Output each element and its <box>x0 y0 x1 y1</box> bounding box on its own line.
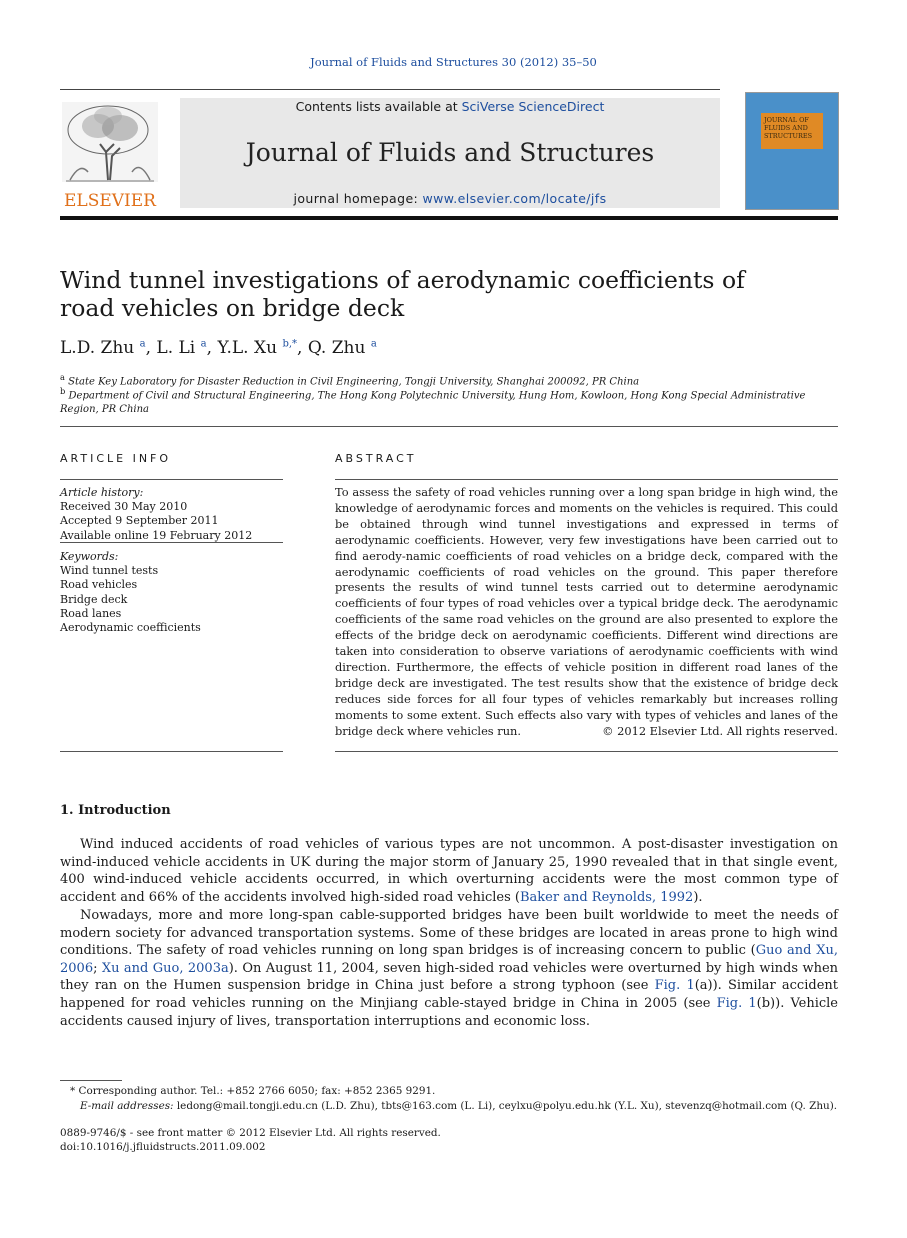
divider <box>335 751 838 752</box>
paragraph-text: (a)). Similar accident happened for road vehicles running on the Minjiang cable-stayed bridge in China in 2005 (see <box>60 978 838 1011</box>
article-title: Wind tunnel investigations of aerodynamic coefficients of road vehicles on bridge deck <box>60 266 745 322</box>
abstract-heading: ABSTRACT <box>335 452 417 465</box>
affiliation-mark: b <box>60 386 66 396</box>
elsevier-wordmark: ELSEVIER <box>64 191 156 210</box>
cover-label: JOURNAL OF FLUIDS AND STRUCTURES <box>761 113 823 149</box>
author-affiliation-mark[interactable]: a <box>370 338 377 350</box>
homepage-link[interactable]: www.elsevier.com/locate/jfs <box>422 191 607 206</box>
section-heading-introduction: 1. Introduction <box>60 803 171 818</box>
author-affiliation-mark[interactable]: a <box>139 338 146 350</box>
author-separator: , <box>145 338 157 358</box>
keyword: Road vehicles <box>60 578 138 592</box>
header-top-rule <box>60 89 720 90</box>
citation-link[interactable]: Guo and Xu, 2006 <box>60 943 838 976</box>
paragraph-text: ). <box>693 889 703 905</box>
divider <box>60 751 283 752</box>
header-rule <box>60 216 838 220</box>
homepage-prefix: journal homepage: <box>293 191 423 206</box>
email-label: E-mail addresses: <box>80 1100 174 1112</box>
divider <box>60 479 283 480</box>
corresponding-author-note: * Corresponding author. Tel.: +852 2766 6050; fax: +852 2365 9291. <box>70 1085 436 1097</box>
citation-link[interactable]: Fig. 1 <box>654 978 695 994</box>
paragraph-text: Wind induced accidents of road vehicles of various types are not uncommon. A post-disaster investigation on wind-induced vehicle accidents in UK during the major storm of January 25, 1990 revealed that in that single event, 400 wind-induced vehicle accidents occurred, in which overturning accidents were the most common type of accident and 66% of the accidents involved high-sided road vehicles ( <box>60 837 838 905</box>
paragraph-text: Nowadays, more and more long-span cable-supported bridges have been built worldwide to meet the needs of modern society for advanced transportation systems. Some of these bridges are located in areas prone to high wind conditions. The safety of road vehicles running on long span bridges is of increasing concern to public ( <box>60 908 838 959</box>
tree-icon <box>60 100 160 210</box>
citation-link[interactable]: Baker and Reynolds, 1992 <box>519 889 694 905</box>
keyword: Wind tunnel tests <box>60 564 159 578</box>
email-list[interactable]: ledong@mail.tongji.edu.cn (L.D. Zhu), tbts@163.com (L. Li), ceylxu@polyu.edu.hk (Y.L. Xu), stevenzq@hotmail.com (Q. Zhu). <box>173 1100 838 1112</box>
email-addresses <box>80 1099 840 1114</box>
copyright-notice: © 2012 Elsevier Ltd. All rights reserved. <box>602 724 838 738</box>
paragraph-text: ; <box>93 960 102 976</box>
author-separator: , <box>297 338 308 358</box>
author-name[interactable]: Y.L. Xu <box>217 338 283 358</box>
author-separator: , <box>206 338 218 358</box>
journal-cover[interactable] <box>745 92 839 210</box>
contents-line <box>180 99 720 114</box>
issn-line: 0889-9746/$ - see front matter © 2012 Elsevier Ltd. All rights reserved. <box>60 1127 441 1139</box>
author-list <box>60 338 377 358</box>
article-info-heading: ARTICLE INFO <box>60 452 172 465</box>
paragraph-text: (b)). Vehicle accidents caused injury of lives, transportation interruptions and economic loss. <box>60 995 838 1029</box>
received-date: Received 30 May 2010 <box>60 500 188 514</box>
journal-title: Journal of Fluids and Structures <box>245 138 655 167</box>
sciencedirect-link[interactable]: SciVerse ScienceDirect <box>461 99 605 114</box>
affiliation-text: State Key Laboratory for Disaster Reduction in Civil Engineering, Tongji University, Shanghai 200092, PR China <box>64 376 640 388</box>
doi-line[interactable]: doi:10.1016/j.jfluidstructs.2011.09.002 <box>60 1141 266 1153</box>
keywords-label: Keywords: <box>60 550 119 563</box>
keyword: Road lanes <box>60 606 122 620</box>
citation-link[interactable]: Fig. 1 <box>716 995 757 1011</box>
author-affiliation-mark[interactable]: a <box>200 338 207 350</box>
affiliation-text: Department of Civil and Structural Engineering, The Hong Kong Polytechnic University, Hung Hom, Kowloon, Hong Kong Special Administrative Region, PR China <box>60 390 806 416</box>
keyword: Bridge deck <box>60 592 128 606</box>
affiliation-b <box>60 384 830 417</box>
journal-reference[interactable]: Journal of Fluids and Structures 30 (2012) 35–50 <box>310 55 597 69</box>
affiliation-mark: a <box>60 372 65 382</box>
online-date: Available online 19 February 2012 <box>60 528 253 542</box>
keyword: Aerodynamic coefficients <box>60 621 201 635</box>
accepted-date: Accepted 9 September 2011 <box>60 514 219 528</box>
divider <box>335 479 838 480</box>
author-name[interactable]: Q. Zhu <box>307 338 371 358</box>
contents-prefix: Contents lists available at <box>295 99 462 114</box>
paragraph-text: ). On August 11, 2004, seven high-sided road vehicles were overturned by high winds when they ran on the Humen suspension bridge in China just before a strong typhoon (see <box>60 960 839 994</box>
keywords-block <box>60 550 283 635</box>
intro-paragraph-2 <box>60 907 838 1030</box>
history-label: Article history: <box>60 486 144 499</box>
divider <box>60 426 838 427</box>
footnote-rule <box>60 1080 122 1081</box>
author-affiliation-mark[interactable]: b,* <box>282 338 298 350</box>
intro-paragraph-1 <box>60 836 838 906</box>
author-name[interactable]: L. Li <box>156 338 201 358</box>
abstract-text: To assess the safety of road vehicles running over a long span bridge in high wind, the knowledge of aerodynamic forces and moments on the vehicles is required. This could be obtained through wind tunnel investigations and expressed in terms of aerodynamic coefficients. However, very few investigations have been carried out to find aerody-namic coefficients of road vehicles on a bridge deck, compared with the aerodynamic coefficients of road vehicles on the ground. This paper therefore presents the results of wind tunnel tests carried out to determine aerodynamic coefficients of four types of road vehicles over a typical bridge deck. The aerodynamic coefficients of the same road vehicles on the ground are also presented to explore the effects of the bridge deck on aerodynamic coefficients. Different wind directions are taken into consideration to observe variations of aerodynamic coefficients with wind direction. Furthermore, the effects of vehicle position in different road lanes of the bridge deck are investigated. The test results show that the existence of bridge deck reduces side forces for all four types of vehicles remarkably but increases rolling moments to some extent. Such effects also vary with types of vehicles and lanes of the bridge deck where vehicles run. <box>335 485 838 738</box>
homepage-line <box>180 191 720 206</box>
citation-link[interactable]: Xu and Guo, 2003a <box>101 960 229 976</box>
elsevier-logo[interactable] <box>60 100 160 210</box>
article-history <box>60 486 283 543</box>
author-name[interactable]: L.D. Zhu <box>60 338 140 358</box>
divider <box>60 542 283 543</box>
